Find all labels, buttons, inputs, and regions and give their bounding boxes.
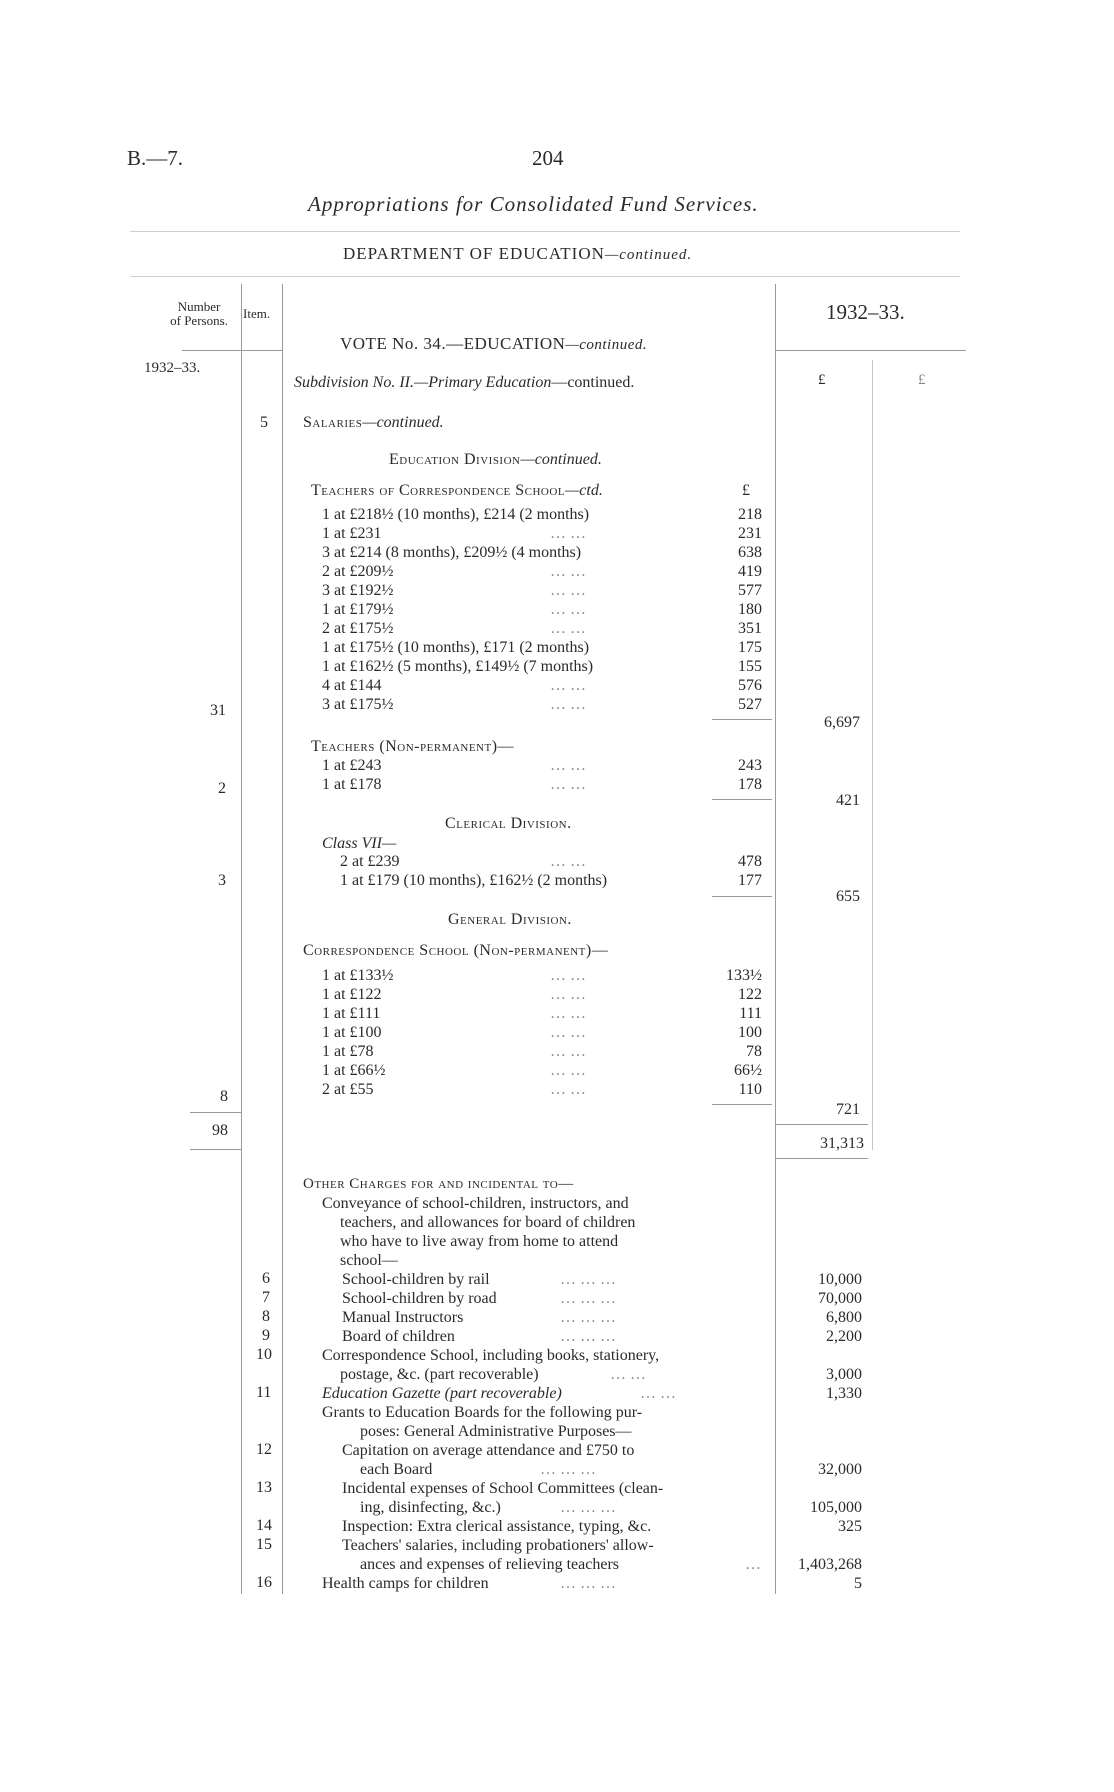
department-heading: DEPARTMENT OF EDUCATION—continued. bbox=[343, 244, 693, 263]
page-number: 204 bbox=[532, 146, 564, 170]
salary-amount: 527 bbox=[738, 696, 762, 713]
charge-amount: 70,000 bbox=[818, 1290, 862, 1307]
charge-line: Correspondence School, including books, stationery, bbox=[322, 1347, 660, 1364]
salary-line: 1 at £179½ bbox=[322, 601, 394, 618]
leader-dots: … … bbox=[550, 696, 586, 713]
salary-line: 1 at £66½ bbox=[322, 1062, 386, 1079]
salary-amount: 178 bbox=[738, 776, 762, 793]
leader-dots: … … … bbox=[560, 1328, 616, 1345]
item-column-rule bbox=[282, 284, 283, 1594]
grants-text: Grants to Education Boards for the following pur- bbox=[322, 1404, 643, 1421]
salary-amount: 122 bbox=[738, 986, 762, 1003]
salary-amount: 231 bbox=[738, 525, 762, 542]
salary-amount: 180 bbox=[738, 601, 762, 618]
item-column-header: Item. bbox=[243, 306, 271, 321]
leader-dots: … … … bbox=[540, 1461, 596, 1478]
year-head-rule bbox=[776, 350, 966, 351]
charge-line: Capitation on average attendance and £750 to bbox=[342, 1442, 635, 1459]
salary-amount: 155 bbox=[738, 658, 762, 675]
leader-dots: … … bbox=[550, 757, 586, 774]
salary-line: 2 at £239 bbox=[340, 853, 400, 870]
document-reference: B.—7. bbox=[127, 146, 184, 170]
charge-amount: 32,000 bbox=[818, 1461, 862, 1478]
persons-count: 2 bbox=[218, 780, 226, 797]
salary-amount: 100 bbox=[738, 1024, 762, 1041]
charge-line: Incidental expenses of School Committees (clean- bbox=[342, 1480, 664, 1497]
item-number: 6 bbox=[262, 1270, 270, 1287]
education-division-heading: Education Division—continued. bbox=[389, 451, 602, 468]
salary-line: 1 at £78 bbox=[322, 1043, 374, 1060]
salary-line: 1 at £231 bbox=[322, 525, 382, 542]
total-rule bbox=[776, 1158, 868, 1159]
charge-amount: 6,800 bbox=[826, 1309, 862, 1326]
persons-count: 8 bbox=[220, 1088, 228, 1105]
leader-dots: … … bbox=[550, 853, 586, 870]
salary-line: 1 at £111 bbox=[322, 1005, 381, 1022]
leader-dots: … … … bbox=[560, 1271, 616, 1288]
salary-amount: 638 bbox=[738, 544, 762, 561]
salaries-total: 31,313 bbox=[820, 1135, 864, 1152]
conveyance-text: who have to live away from home to attend bbox=[340, 1233, 619, 1250]
subtotal-rule bbox=[712, 896, 772, 897]
item-number: 8 bbox=[262, 1308, 270, 1325]
charge-amount: 5 bbox=[854, 1575, 862, 1592]
salary-line: 1 at £133½ bbox=[322, 967, 394, 984]
subtotal-rule bbox=[712, 1104, 772, 1105]
persons-column-header: Number of Persons. bbox=[170, 299, 228, 328]
persons-total: 98 bbox=[212, 1122, 228, 1139]
salary-line: 1 at £243 bbox=[322, 757, 382, 774]
charge-line: Teachers' salaries, including probationers' allow- bbox=[342, 1537, 654, 1554]
correspondence-school-heading: Correspondence School (Non-permanent)— bbox=[303, 942, 609, 959]
charge-amount: 1,330 bbox=[826, 1385, 862, 1402]
clerical-division-heading: Clerical Division. bbox=[445, 815, 572, 832]
item-number: 7 bbox=[262, 1289, 270, 1306]
leader-dots: … … bbox=[550, 582, 586, 599]
subtotal-amount: 6,697 bbox=[824, 714, 860, 731]
charge-line: School-children by road bbox=[342, 1290, 497, 1307]
leader-dots: … bbox=[745, 1556, 761, 1573]
year-column-header: 1932–33. bbox=[826, 300, 905, 324]
leader-dots: … … … bbox=[560, 1575, 616, 1592]
subtotal-amount: 721 bbox=[836, 1101, 860, 1118]
item-number: 11 bbox=[256, 1384, 272, 1401]
second-amount-column-rule bbox=[872, 360, 873, 1150]
salary-amount: 576 bbox=[738, 677, 762, 694]
subtotal-rule bbox=[712, 799, 772, 800]
leader-dots: … … … bbox=[560, 1499, 616, 1516]
grants-text: poses: General Administrative Purposes— bbox=[360, 1423, 632, 1440]
conveyance-text: school— bbox=[340, 1252, 398, 1269]
charge-line: postage, &c. (part recoverable) bbox=[340, 1366, 539, 1383]
leader-dots: … … bbox=[550, 601, 586, 618]
salary-line: 1 at £175½ (10 months), £171 (2 months) bbox=[322, 639, 590, 656]
other-charges-heading: Other Charges for and incidental to— bbox=[303, 1176, 574, 1192]
salary-amount: 419 bbox=[738, 563, 762, 580]
pound-sign: £ bbox=[818, 372, 826, 388]
leader-dots: … … bbox=[550, 677, 586, 694]
salary-line: 3 at £214 (8 months), £209½ (4 months) bbox=[322, 544, 582, 561]
conveyance-text: Conveyance of school-children, instructors, and bbox=[322, 1195, 629, 1212]
charge-amount: 3,000 bbox=[826, 1366, 862, 1383]
total-rule bbox=[190, 1112, 241, 1113]
item-number: 10 bbox=[256, 1346, 272, 1363]
total-rule bbox=[776, 1124, 868, 1125]
salary-amount: 478 bbox=[738, 853, 762, 870]
charge-line: ances and expenses of relieving teachers bbox=[360, 1556, 619, 1573]
item-number: 16 bbox=[256, 1574, 272, 1591]
persons-column-rule bbox=[241, 284, 242, 1594]
item-number: 13 bbox=[256, 1479, 272, 1496]
charge-line: Health camps for children bbox=[322, 1575, 489, 1592]
salary-line: 2 at £55 bbox=[322, 1081, 374, 1098]
charge-line: Manual Instructors bbox=[342, 1309, 464, 1326]
item-number: 9 bbox=[262, 1327, 270, 1344]
leader-dots: … … bbox=[550, 563, 586, 580]
charge-line: School-children by rail bbox=[342, 1271, 490, 1288]
charge-amount: 105,000 bbox=[810, 1499, 862, 1516]
salary-amount: 577 bbox=[738, 582, 762, 599]
leader-dots: … … bbox=[550, 1005, 586, 1022]
item-number: 15 bbox=[256, 1536, 272, 1553]
charge-line: ing, disinfecting, &c.) bbox=[360, 1499, 501, 1516]
salary-line: 4 at £144 bbox=[322, 677, 382, 694]
salary-amount: 66½ bbox=[734, 1062, 762, 1079]
salary-line: 1 at £178 bbox=[322, 776, 382, 793]
vote-title: VOTE No. 34.—EDUCATION—continued. bbox=[340, 334, 648, 353]
subtotal-amount: 655 bbox=[836, 888, 860, 905]
charge-amount: 1,403,268 bbox=[798, 1556, 862, 1573]
column-head-rule bbox=[182, 350, 282, 351]
leader-dots: … … bbox=[550, 1024, 586, 1041]
leader-dots: … … bbox=[610, 1366, 646, 1383]
class-label: Class VII— bbox=[322, 835, 397, 852]
salary-line: 1 at £218½ (10 months), £214 (2 months) bbox=[322, 506, 590, 523]
charge-amount: 325 bbox=[838, 1518, 862, 1535]
charge-line: Board of children bbox=[342, 1328, 455, 1345]
pound-sign: £ bbox=[918, 372, 926, 388]
salary-line: 3 at £192½ bbox=[322, 582, 394, 599]
total-rule bbox=[190, 1149, 241, 1150]
pound-sign: £ bbox=[742, 482, 750, 499]
salary-amount: 111 bbox=[739, 1005, 762, 1022]
leader-dots: … … bbox=[640, 1385, 676, 1402]
salary-amount: 351 bbox=[738, 620, 762, 637]
leader-dots: … … bbox=[550, 620, 586, 637]
charge-amount: 2,200 bbox=[826, 1328, 862, 1345]
leader-dots: … … … bbox=[560, 1309, 616, 1326]
subtotal-rule bbox=[712, 719, 772, 720]
leader-dots: … … bbox=[550, 1062, 586, 1079]
salary-amount: 78 bbox=[746, 1043, 762, 1060]
salary-line: 3 at £175½ bbox=[322, 696, 394, 713]
leader-dots: … … bbox=[550, 1081, 586, 1098]
charge-line: each Board bbox=[360, 1461, 433, 1478]
salary-line: 1 at £122 bbox=[322, 986, 382, 1003]
leader-dots: … … bbox=[550, 986, 586, 1003]
correspondence-teachers-heading: Teachers of Correspondence School—ctd. bbox=[311, 482, 603, 499]
leader-dots: … … bbox=[550, 1043, 586, 1060]
item-number: 12 bbox=[256, 1441, 272, 1458]
salary-amount: 133½ bbox=[726, 967, 762, 984]
salary-amount: 177 bbox=[738, 872, 762, 889]
charge-line: Education Gazette (part recoverable) bbox=[322, 1385, 562, 1402]
salary-line: 1 at £179 (10 months), £162½ (2 months) bbox=[340, 872, 608, 889]
persons-count: 3 bbox=[218, 872, 226, 889]
non-permanent-teachers-heading: Teachers (Non-permanent)— bbox=[311, 738, 515, 755]
leader-dots: … … … bbox=[560, 1290, 616, 1307]
persons-year-label: 1932–33. bbox=[144, 360, 201, 376]
salaries-heading: Salaries—continued. bbox=[303, 414, 444, 431]
salary-amount: 218 bbox=[738, 506, 762, 523]
leader-dots: … … bbox=[550, 967, 586, 984]
charge-amount: 10,000 bbox=[818, 1271, 862, 1288]
subdivision-title: Subdivision No. II.—Primary Education—continued. bbox=[294, 374, 635, 391]
subtotal-amount: 421 bbox=[836, 792, 860, 809]
salary-amount: 175 bbox=[738, 639, 762, 656]
salary-line: 1 at £100 bbox=[322, 1024, 382, 1041]
page-title: Appropriations for Consolidated Fund Services. bbox=[308, 192, 759, 216]
salary-line: 2 at £209½ bbox=[322, 563, 394, 580]
persons-count: 31 bbox=[210, 702, 226, 719]
charge-line: Inspection: Extra clerical assistance, typing, &c. bbox=[342, 1518, 652, 1535]
salary-amount: 110 bbox=[738, 1081, 762, 1098]
salary-line: 1 at £162½ (5 months), £149½ (7 months) bbox=[322, 658, 594, 675]
item-number: 5 bbox=[260, 414, 268, 431]
general-division-heading: General Division. bbox=[448, 911, 572, 928]
leader-dots: … … bbox=[550, 776, 586, 793]
amount-column-rule bbox=[775, 284, 776, 1594]
item-number: 14 bbox=[256, 1517, 272, 1534]
leader-dots: … … bbox=[550, 525, 586, 542]
salary-amount: 243 bbox=[738, 757, 762, 774]
salary-line: 2 at £175½ bbox=[322, 620, 394, 637]
conveyance-text: teachers, and allowances for board of children bbox=[340, 1214, 636, 1231]
